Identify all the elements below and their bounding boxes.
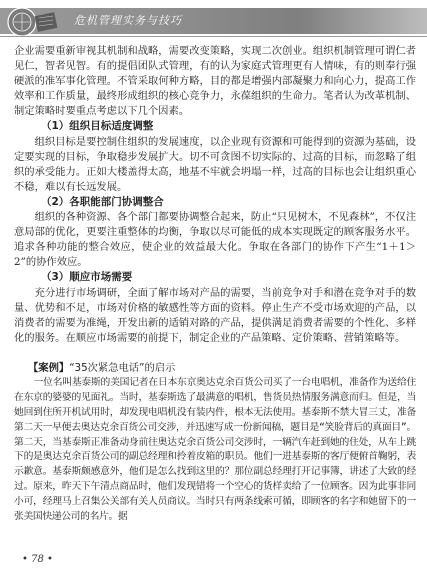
section-paragraph-3: 充分进行市场调研，全面了解市场对产品的需要，当前竞争对手和潜在竞争对手的数量、优势和不足，市场对价格的敏感性等方面的资料。停止生产不受市场欢迎的产品，以消费者的需要为准绳，开发出新的适销对路的产品，提供满足消费者需要的个性化、多样化的服务。在顺应市场需要的前提下，制定企业的产品策略、定价策略、营销策略等。: [14, 286, 416, 344]
section-paragraph-1: 组织目标是要控制住组织的发展速度，以企业现有资源和可能得到的资源为基础，设定要实现的目标，争取稳步发展扩大。切不可贪图不切实际的、过高的目标，而忽略了组织的承受能力。正如大楼盖得太高，地基不牢就会坍塌一样，过高的目标也会让组织重心不稳，难以有长远发展。: [14, 135, 416, 193]
page-number: • 78 •: [22, 554, 53, 565]
header-band: [0, 8, 427, 34]
case-label: 【案例】: [28, 361, 70, 374]
section-heading-3: （3）顺应市场需要: [41, 271, 133, 284]
page-content: [14, 44, 416, 525]
section-heading-2: （2）各职能部门协调整合: [41, 195, 164, 208]
header-rule: [0, 36, 427, 37]
intro-paragraph: 企业需要重新审视其机制和战略，需要改变策略，实现二次创业。组织机制管理可谓仁者见仁，智者见智。有的提倡团队式管理，有的认为家庭式管理更有人情味，有的则奉行强硬派的准军事化管理。不管采取何种方略，目的都是增强内部凝聚力和向心力，提高工作效率和工作质量，最终形成组织的核心竞争力，永葆组织的生命力。笔者认为改革机制、制定策略时要重点考虑以下几个因素。: [14, 45, 416, 118]
case-title-text: “35次紧急电话”的启示: [69, 361, 176, 374]
section-paragraph-2: 组织的各种资源、各个部门都要协调整合起来，防止“只见树木，不见森林”，不仅注意局部的优化，更要注重整体的均衡，争取以尽可能低的成本实现既定的顾客服务水平。追求各种功能的整合效应，使企业的效益最大化。争取在各部门的协作下产生“1＋1＞2”的协作效应。: [14, 211, 416, 269]
case-title: [14, 360, 416, 376]
section-heading-1: （1）组织目标适度调整: [41, 120, 154, 133]
case-body: [14, 376, 416, 525]
header-decoration-icon: [6, 2, 60, 40]
page-header: [0, 0, 427, 44]
header-title: 危机管理实务与技巧: [74, 14, 182, 27]
case-paragraph: 一位名叫基泰斯的美国记者在日本东京奥达克余百货公司买了一台电唱机，准备作为送给住在东京的婆婆的见面礼。当时，基泰斯选了最满意的唱机，售货员热情服务满意而归。但是，当她回到住所开机试用时，却发现电唱机没有装内件，根本无法使用。基泰斯不禁大冒三丈，准备第二天一早便去奥达克余百货公司交涉，并迅速写成一份新闻稿，题目是“笑脸背后的真面目”。第二天，当基泰斯正准备动身前往奥达克余百货公司交涉时，一辆汽车赶到她的住处，从车上跳下的是奥达克余百货公司的副总经理和拎着皮箱的职员。他们一进基泰斯的客厅便俯首鞠躬，表示歉意。基泰斯颇感意外，他们是怎么找到这里的？那位副总经理打开记事簿，讲述了大致的经过。原来，昨天下午清点商品时，他们发现错将一个空心的货样卖给了一位顾客。因为此事非同小可，经理马上召集公关部有关人员商议。当时只有两条线索可循，即顾客的名字和她留下的一张美国快递公司的名片。据: [14, 376, 416, 523]
